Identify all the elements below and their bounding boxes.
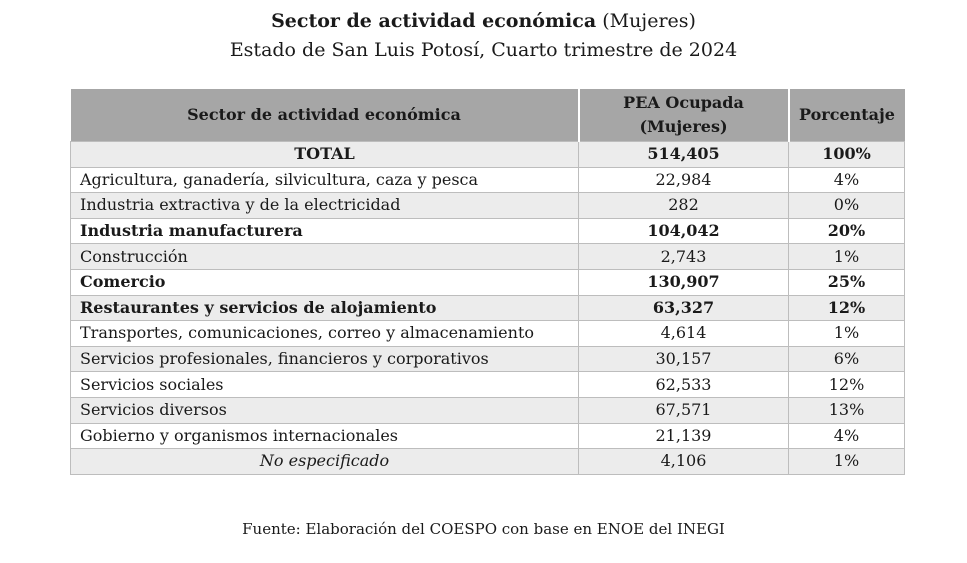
table-row	[71, 423, 905, 449]
cell-pea: 514,405	[579, 142, 789, 168]
cell-sector: Construcción	[71, 244, 579, 270]
table-row	[71, 193, 905, 219]
cell-sector: Servicios sociales	[71, 372, 579, 398]
cell-percentage: 6%	[789, 346, 905, 372]
cell-sector: No especificado	[71, 449, 579, 475]
cell-pea: 4,106	[579, 449, 789, 475]
cell-pea: 67,571	[579, 397, 789, 423]
cell-sector: Industria manufacturera	[71, 218, 579, 244]
cell-percentage: 1%	[789, 244, 905, 270]
cell-percentage: 0%	[789, 193, 905, 219]
cell-percentage: 4%	[789, 167, 905, 193]
table-row	[71, 397, 905, 423]
cell-pea: 22,984	[579, 167, 789, 193]
table-row	[71, 449, 905, 475]
table-row	[71, 321, 905, 347]
table-row	[71, 167, 905, 193]
cell-pea: 62,533	[579, 372, 789, 398]
table-body	[71, 142, 905, 475]
table-row	[71, 218, 905, 244]
title-main: Sector de actividad económica	[271, 10, 597, 32]
cell-pea: 21,139	[579, 423, 789, 449]
table-header-row	[71, 89, 905, 142]
header-percentage: Porcentaje	[789, 89, 905, 142]
table-row	[71, 244, 905, 270]
cell-sector: TOTAL	[71, 142, 579, 168]
cell-sector: Servicios diversos	[71, 397, 579, 423]
table-row	[71, 346, 905, 372]
table-title	[0, 9, 967, 33]
cell-sector: Industria extractiva y de la electricidad	[71, 193, 579, 219]
table-row	[71, 142, 905, 168]
title-qualifier: (Mujeres)	[602, 10, 696, 32]
cell-percentage: 1%	[789, 449, 905, 475]
source-note: Fuente: Elaboración del COESPO con base en ENOE del INEGI	[242, 520, 725, 538]
cell-percentage: 20%	[789, 218, 905, 244]
cell-sector: Gobierno y organismos internacionales	[71, 423, 579, 449]
cell-pea: 130,907	[579, 269, 789, 295]
cell-percentage: 12%	[789, 295, 905, 321]
table-row	[71, 295, 905, 321]
cell-pea: 282	[579, 193, 789, 219]
cell-percentage: 4%	[789, 423, 905, 449]
cell-sector: Comercio	[71, 269, 579, 295]
cell-pea: 104,042	[579, 218, 789, 244]
cell-percentage: 25%	[789, 269, 905, 295]
cell-percentage: 100%	[789, 142, 905, 168]
cell-sector: Transportes, comunicaciones, correo y almacenamiento	[71, 321, 579, 347]
header-pea-line2: (Mujeres)	[639, 117, 728, 136]
table-subtitle: Estado de San Luis Potosí, Cuarto trimestre de 2024	[229, 39, 738, 61]
cell-pea: 30,157	[579, 346, 789, 372]
cell-percentage: 12%	[789, 372, 905, 398]
header-pea	[579, 89, 789, 142]
cell-percentage: 13%	[789, 397, 905, 423]
cell-pea: 2,743	[579, 244, 789, 270]
cell-pea: 4,614	[579, 321, 789, 347]
cell-sector: Restaurantes y servicios de alojamiento	[71, 295, 579, 321]
cell-sector: Agricultura, ganadería, silvicultura, caza y pesca	[71, 167, 579, 193]
table-row	[71, 372, 905, 398]
cell-sector: Servicios profesionales, financieros y corporativos	[71, 346, 579, 372]
table-row	[71, 269, 905, 295]
header-sector: Sector de actividad económica	[71, 89, 579, 142]
sector-table	[70, 89, 905, 475]
header-pea-line1: PEA Ocupada	[623, 93, 744, 112]
cell-pea: 63,327	[579, 295, 789, 321]
cell-percentage: 1%	[789, 321, 905, 347]
